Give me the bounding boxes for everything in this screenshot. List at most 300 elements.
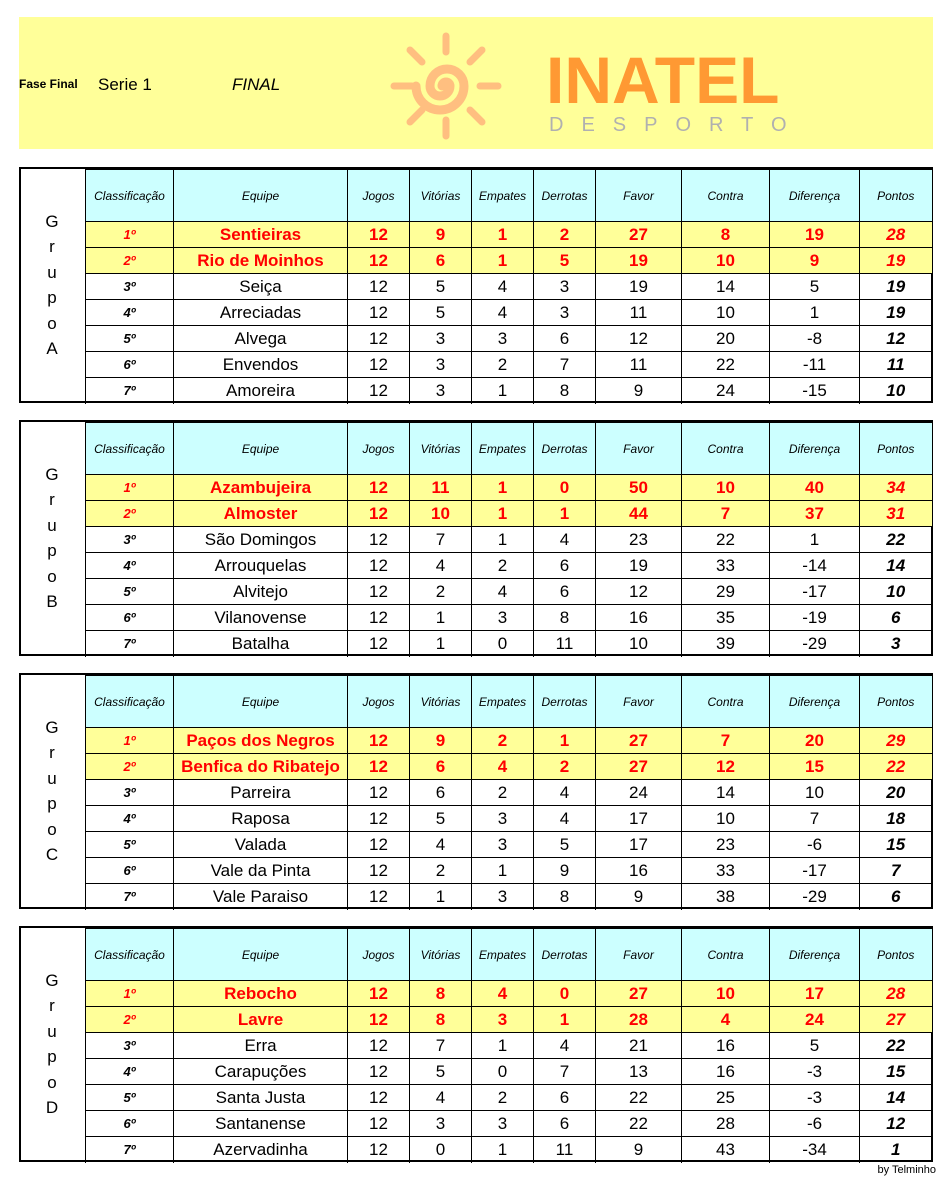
cell-games: 12 <box>348 858 410 884</box>
cell-team: Santanense <box>174 1111 348 1137</box>
cell-goal-diff: 40 <box>770 475 860 501</box>
cell-goals-against: 29 <box>682 579 770 605</box>
cell-goals-for: 27 <box>596 222 682 248</box>
cell-goals-against: 4 <box>682 1007 770 1033</box>
column-header-wins: Vitórias <box>410 170 472 222</box>
cell-goals-against: 10 <box>682 475 770 501</box>
cell-draws: 1 <box>472 475 534 501</box>
cell-rank: 3º <box>86 527 174 553</box>
group-label-letter: r <box>49 237 55 256</box>
column-header-draws: Empates <box>472 423 534 475</box>
cell-goals-against: 16 <box>682 1059 770 1085</box>
cell-goals-for: 27 <box>596 728 682 754</box>
cell-wins: 7 <box>410 1033 472 1059</box>
cell-goals-for: 16 <box>596 858 682 884</box>
cell-wins: 8 <box>410 1007 472 1033</box>
cell-points: 22 <box>860 1033 932 1059</box>
table-row <box>86 553 932 579</box>
cell-wins: 5 <box>410 274 472 300</box>
cell-goals-for: 24 <box>596 780 682 806</box>
cell-points: 27 <box>860 1007 932 1033</box>
column-header-draws: Empates <box>472 929 534 981</box>
cell-points: 10 <box>860 579 932 605</box>
cell-goal-diff: -29 <box>770 884 860 910</box>
column-header-points: Pontos <box>860 676 932 728</box>
cell-draws: 3 <box>472 1111 534 1137</box>
column-header-wins: Vitórias <box>410 423 472 475</box>
cell-losses: 3 <box>534 300 596 326</box>
cell-games: 12 <box>348 832 410 858</box>
cell-goal-diff: 7 <box>770 806 860 832</box>
inatel-logo <box>381 31 881 141</box>
cell-wins: 10 <box>410 501 472 527</box>
group-label-letter: o <box>47 1072 57 1092</box>
cell-losses: 4 <box>534 806 596 832</box>
table-row <box>86 1137 932 1163</box>
cell-goals-against: 22 <box>682 527 770 553</box>
group-label-letter: u <box>47 515 57 535</box>
cell-goals-against: 14 <box>682 274 770 300</box>
cell-rank: 3º <box>86 274 174 300</box>
cell-goal-diff: -3 <box>770 1085 860 1111</box>
cell-goals-for: 44 <box>596 501 682 527</box>
cell-goals-against: 10 <box>682 981 770 1007</box>
table-row <box>86 352 932 378</box>
column-header-goals-for: Favor <box>596 676 682 728</box>
group-label <box>21 675 83 907</box>
cell-points: 28 <box>860 981 932 1007</box>
cell-draws: 3 <box>472 1007 534 1033</box>
column-header-goals-for: Favor <box>596 170 682 222</box>
column-header-wins: Vitórias <box>410 676 472 728</box>
cell-goals-against: 20 <box>682 326 770 352</box>
cell-goal-diff: 5 <box>770 1033 860 1059</box>
cell-games: 12 <box>348 501 410 527</box>
cell-goal-diff: -11 <box>770 352 860 378</box>
cell-points: 19 <box>860 300 932 326</box>
cell-team: Alvitejo <box>174 579 348 605</box>
cell-wins: 4 <box>410 832 472 858</box>
cell-goals-against: 33 <box>682 858 770 884</box>
cell-goals-against: 16 <box>682 1033 770 1059</box>
cell-goals-against: 33 <box>682 553 770 579</box>
cell-rank: 2º <box>86 501 174 527</box>
column-header-losses: Derrotas <box>534 929 596 981</box>
cell-goals-against: 22 <box>682 352 770 378</box>
cell-points: 1 <box>860 1137 932 1163</box>
cell-wins: 9 <box>410 728 472 754</box>
cell-points: 12 <box>860 1111 932 1137</box>
column-header-team: Equipe <box>174 423 348 475</box>
column-header-losses: Derrotas <box>534 423 596 475</box>
cell-wins: 4 <box>410 553 472 579</box>
cell-goal-diff: 9 <box>770 248 860 274</box>
column-header-goals-against: Contra <box>682 170 770 222</box>
cell-team: Almoster <box>174 501 348 527</box>
series-label: Serie 1 <box>98 75 152 94</box>
table-row <box>86 1111 932 1137</box>
cell-goals-for: 19 <box>596 274 682 300</box>
cell-wins: 8 <box>410 981 472 1007</box>
cell-losses: 1 <box>534 728 596 754</box>
cell-wins: 3 <box>410 326 472 352</box>
cell-losses: 8 <box>534 378 596 404</box>
cell-goals-against: 10 <box>682 300 770 326</box>
cell-draws: 3 <box>472 806 534 832</box>
cell-points: 31 <box>860 501 932 527</box>
cell-rank: 5º <box>86 326 174 352</box>
group-label-letter: u <box>47 262 57 282</box>
cell-rank: 2º <box>86 754 174 780</box>
cell-rank: 7º <box>86 631 174 657</box>
cell-goal-diff: 15 <box>770 754 860 780</box>
cell-goals-for: 16 <box>596 605 682 631</box>
group-label-letter: D <box>45 1098 59 1117</box>
cell-draws: 3 <box>472 832 534 858</box>
cell-goal-diff: 5 <box>770 274 860 300</box>
cell-team: Valada <box>174 832 348 858</box>
cell-points: 14 <box>860 1085 932 1111</box>
cell-rank: 1º <box>86 222 174 248</box>
credit-text: by Telminho <box>877 1164 936 1176</box>
cell-goal-diff: 19 <box>770 222 860 248</box>
cell-games: 12 <box>348 527 410 553</box>
column-header-goal-diff: Diferença <box>770 423 860 475</box>
cell-rank: 1º <box>86 475 174 501</box>
cell-wins: 6 <box>410 248 472 274</box>
cell-goals-against: 28 <box>682 1111 770 1137</box>
cell-games: 12 <box>348 884 410 910</box>
group-a-table <box>19 167 933 403</box>
cell-goal-diff: 24 <box>770 1007 860 1033</box>
cell-points: 29 <box>860 728 932 754</box>
group-label-letter: B <box>46 592 58 611</box>
cell-goals-for: 23 <box>596 527 682 553</box>
cell-rank: 4º <box>86 806 174 832</box>
cell-draws: 4 <box>472 274 534 300</box>
cell-team: Parreira <box>174 780 348 806</box>
group-d-table <box>19 926 933 1162</box>
cell-games: 12 <box>348 1085 410 1111</box>
group-label <box>21 928 83 1160</box>
cell-rank: 2º <box>86 1007 174 1033</box>
cell-games: 12 <box>348 222 410 248</box>
cell-points: 6 <box>860 884 932 910</box>
cell-points: 22 <box>860 754 932 780</box>
table-row <box>86 1085 932 1111</box>
cell-rank: 3º <box>86 780 174 806</box>
cell-team: Envendos <box>174 352 348 378</box>
logo-title: INATEL <box>546 43 780 117</box>
column-header-games: Jogos <box>348 423 410 475</box>
cell-goals-for: 27 <box>596 981 682 1007</box>
group-label-letter: p <box>47 541 57 560</box>
cell-goals-against: 14 <box>682 780 770 806</box>
column-header-rank: Classificação <box>86 423 174 475</box>
header-banner <box>19 17 933 149</box>
cell-games: 12 <box>348 806 410 832</box>
cell-goals-for: 11 <box>596 352 682 378</box>
group-label-letter: u <box>47 1021 57 1041</box>
cell-wins: 11 <box>410 475 472 501</box>
cell-losses: 6 <box>534 553 596 579</box>
cell-draws: 0 <box>472 631 534 657</box>
cell-goal-diff: 1 <box>770 527 860 553</box>
cell-draws: 4 <box>472 300 534 326</box>
cell-goals-against: 7 <box>682 728 770 754</box>
cell-points: 15 <box>860 1059 932 1085</box>
group-label-letter: G <box>45 970 59 990</box>
cell-draws: 2 <box>472 352 534 378</box>
table-row <box>86 326 932 352</box>
cell-wins: 1 <box>410 884 472 910</box>
group-label-letter: u <box>47 768 57 788</box>
cell-goal-diff: -15 <box>770 378 860 404</box>
column-header-draws: Empates <box>472 676 534 728</box>
cell-goals-for: 10 <box>596 631 682 657</box>
cell-goals-for: 13 <box>596 1059 682 1085</box>
table-row <box>86 248 932 274</box>
cell-rank: 3º <box>86 1033 174 1059</box>
cell-losses: 11 <box>534 631 596 657</box>
cell-team: Erra <box>174 1033 348 1059</box>
column-header-goals-for: Favor <box>596 929 682 981</box>
cell-goal-diff: 20 <box>770 728 860 754</box>
group-label-letter: C <box>45 845 59 864</box>
column-header-goals-for: Favor <box>596 423 682 475</box>
cell-losses: 1 <box>534 501 596 527</box>
cell-points: 10 <box>860 378 932 404</box>
cell-goals-for: 22 <box>596 1085 682 1111</box>
column-header-draws: Empates <box>472 170 534 222</box>
cell-goals-for: 11 <box>596 300 682 326</box>
cell-draws: 4 <box>472 579 534 605</box>
cell-games: 12 <box>348 553 410 579</box>
cell-team: Carapuções <box>174 1059 348 1085</box>
column-header-rank: Classificação <box>86 676 174 728</box>
cell-losses: 2 <box>534 222 596 248</box>
cell-team: Azambujeira <box>174 475 348 501</box>
header-row <box>86 423 932 475</box>
group-label-letter: A <box>46 339 58 358</box>
cell-draws: 1 <box>472 222 534 248</box>
cell-goal-diff: -3 <box>770 1059 860 1085</box>
cell-points: 28 <box>860 222 932 248</box>
table-row <box>86 780 932 806</box>
cell-losses: 3 <box>534 274 596 300</box>
cell-goals-against: 12 <box>682 754 770 780</box>
cell-points: 7 <box>860 858 932 884</box>
cell-team: Vilanovense <box>174 605 348 631</box>
cell-draws: 2 <box>472 1085 534 1111</box>
table-row <box>86 884 932 910</box>
cell-losses: 6 <box>534 1085 596 1111</box>
cell-team: Raposa <box>174 806 348 832</box>
table-row <box>86 274 932 300</box>
cell-points: 20 <box>860 780 932 806</box>
cell-team: Alvega <box>174 326 348 352</box>
cell-games: 12 <box>348 631 410 657</box>
group-label <box>21 422 83 654</box>
cell-rank: 4º <box>86 553 174 579</box>
phase-label: Fase Final <box>19 77 78 91</box>
cell-goals-for: 27 <box>596 754 682 780</box>
column-header-losses: Derrotas <box>534 170 596 222</box>
column-header-rank: Classificação <box>86 170 174 222</box>
cell-goal-diff: -6 <box>770 1111 860 1137</box>
group-label-letter: G <box>45 717 59 737</box>
cell-wins: 5 <box>410 806 472 832</box>
column-header-losses: Derrotas <box>534 676 596 728</box>
cell-wins: 2 <box>410 858 472 884</box>
column-header-team: Equipe <box>174 676 348 728</box>
cell-goals-for: 9 <box>596 1137 682 1163</box>
table-row <box>86 300 932 326</box>
cell-rank: 4º <box>86 1059 174 1085</box>
cell-goal-diff: -17 <box>770 858 860 884</box>
cell-games: 12 <box>348 728 410 754</box>
table-row <box>86 222 932 248</box>
cell-goal-diff: -6 <box>770 832 860 858</box>
cell-goals-against: 24 <box>682 378 770 404</box>
table-row <box>86 1059 932 1085</box>
cell-team: Vale Paraiso <box>174 884 348 910</box>
cell-goal-diff: -14 <box>770 553 860 579</box>
cell-goal-diff: -29 <box>770 631 860 657</box>
cell-games: 12 <box>348 1111 410 1137</box>
cell-games: 12 <box>348 274 410 300</box>
cell-goals-for: 9 <box>596 884 682 910</box>
column-header-team: Equipe <box>174 170 348 222</box>
cell-points: 19 <box>860 274 932 300</box>
cell-games: 12 <box>348 605 410 631</box>
group-label-letter: p <box>47 794 57 813</box>
table-row <box>86 1007 932 1033</box>
cell-losses: 7 <box>534 1059 596 1085</box>
cell-wins: 3 <box>410 378 472 404</box>
column-header-points: Pontos <box>860 423 932 475</box>
cell-draws: 1 <box>472 1137 534 1163</box>
cell-draws: 2 <box>472 780 534 806</box>
cell-points: 12 <box>860 326 932 352</box>
cell-draws: 1 <box>472 1033 534 1059</box>
cell-losses: 0 <box>534 981 596 1007</box>
cell-losses: 11 <box>534 1137 596 1163</box>
cell-games: 12 <box>348 754 410 780</box>
cell-points: 11 <box>860 352 932 378</box>
header-row <box>86 676 932 728</box>
cell-points: 15 <box>860 832 932 858</box>
cell-games: 12 <box>348 1033 410 1059</box>
cell-draws: 1 <box>472 248 534 274</box>
cell-goals-for: 22 <box>596 1111 682 1137</box>
cell-points: 6 <box>860 605 932 631</box>
column-header-goals-against: Contra <box>682 676 770 728</box>
cell-team: Santa Justa <box>174 1085 348 1111</box>
cell-team: Sentieiras <box>174 222 348 248</box>
cell-wins: 3 <box>410 352 472 378</box>
cell-goals-against: 23 <box>682 832 770 858</box>
table-row <box>86 501 932 527</box>
cell-wins: 0 <box>410 1137 472 1163</box>
cell-goals-against: 43 <box>682 1137 770 1163</box>
cell-team: Arrouquelas <box>174 553 348 579</box>
cell-goals-for: 12 <box>596 579 682 605</box>
group-label <box>21 169 83 401</box>
cell-points: 14 <box>860 553 932 579</box>
column-header-goal-diff: Diferença <box>770 676 860 728</box>
cell-rank: 1º <box>86 981 174 1007</box>
cell-goal-diff: 10 <box>770 780 860 806</box>
cell-games: 12 <box>348 248 410 274</box>
logo-subtitle: DESPORTO <box>549 114 805 136</box>
table-row <box>86 605 932 631</box>
cell-rank: 6º <box>86 605 174 631</box>
group-label-letter: r <box>49 490 55 509</box>
cell-points: 19 <box>860 248 932 274</box>
group-label-letter: o <box>47 313 57 333</box>
cell-draws: 1 <box>472 378 534 404</box>
cell-team: Lavre <box>174 1007 348 1033</box>
cell-goals-for: 17 <box>596 832 682 858</box>
cell-losses: 4 <box>534 1033 596 1059</box>
cell-rank: 5º <box>86 579 174 605</box>
group-label-letter: G <box>45 211 59 231</box>
cell-team: São Domingos <box>174 527 348 553</box>
group-label-letter: G <box>45 464 59 484</box>
cell-losses: 4 <box>534 527 596 553</box>
cell-draws: 3 <box>472 884 534 910</box>
cell-games: 12 <box>348 378 410 404</box>
cell-draws: 4 <box>472 981 534 1007</box>
cell-draws: 2 <box>472 553 534 579</box>
cell-draws: 0 <box>472 1059 534 1085</box>
cell-draws: 3 <box>472 326 534 352</box>
cell-games: 12 <box>348 352 410 378</box>
cell-goals-for: 50 <box>596 475 682 501</box>
cell-team: Rio de Moinhos <box>174 248 348 274</box>
table-row <box>86 858 932 884</box>
cell-rank: 5º <box>86 832 174 858</box>
cell-wins: 7 <box>410 527 472 553</box>
cell-draws: 2 <box>472 728 534 754</box>
table-row <box>86 1033 932 1059</box>
cell-goal-diff: -17 <box>770 579 860 605</box>
cell-rank: 7º <box>86 884 174 910</box>
cell-team: Batalha <box>174 631 348 657</box>
cell-goals-against: 38 <box>682 884 770 910</box>
cell-wins: 9 <box>410 222 472 248</box>
cell-goals-against: 39 <box>682 631 770 657</box>
cell-losses: 1 <box>534 1007 596 1033</box>
cell-goal-diff: 37 <box>770 501 860 527</box>
cell-losses: 8 <box>534 884 596 910</box>
cell-games: 12 <box>348 1137 410 1163</box>
cell-draws: 4 <box>472 754 534 780</box>
cell-goals-for: 9 <box>596 378 682 404</box>
cell-losses: 4 <box>534 780 596 806</box>
cell-goals-for: 17 <box>596 806 682 832</box>
cell-losses: 5 <box>534 832 596 858</box>
stage-label: FINAL <box>232 75 281 94</box>
cell-team: Arreciadas <box>174 300 348 326</box>
cell-games: 12 <box>348 981 410 1007</box>
cell-goals-against: 10 <box>682 806 770 832</box>
cell-team: Benfica do Ribatejo <box>174 754 348 780</box>
cell-wins: 1 <box>410 605 472 631</box>
cell-wins: 2 <box>410 579 472 605</box>
cell-goal-diff: -8 <box>770 326 860 352</box>
